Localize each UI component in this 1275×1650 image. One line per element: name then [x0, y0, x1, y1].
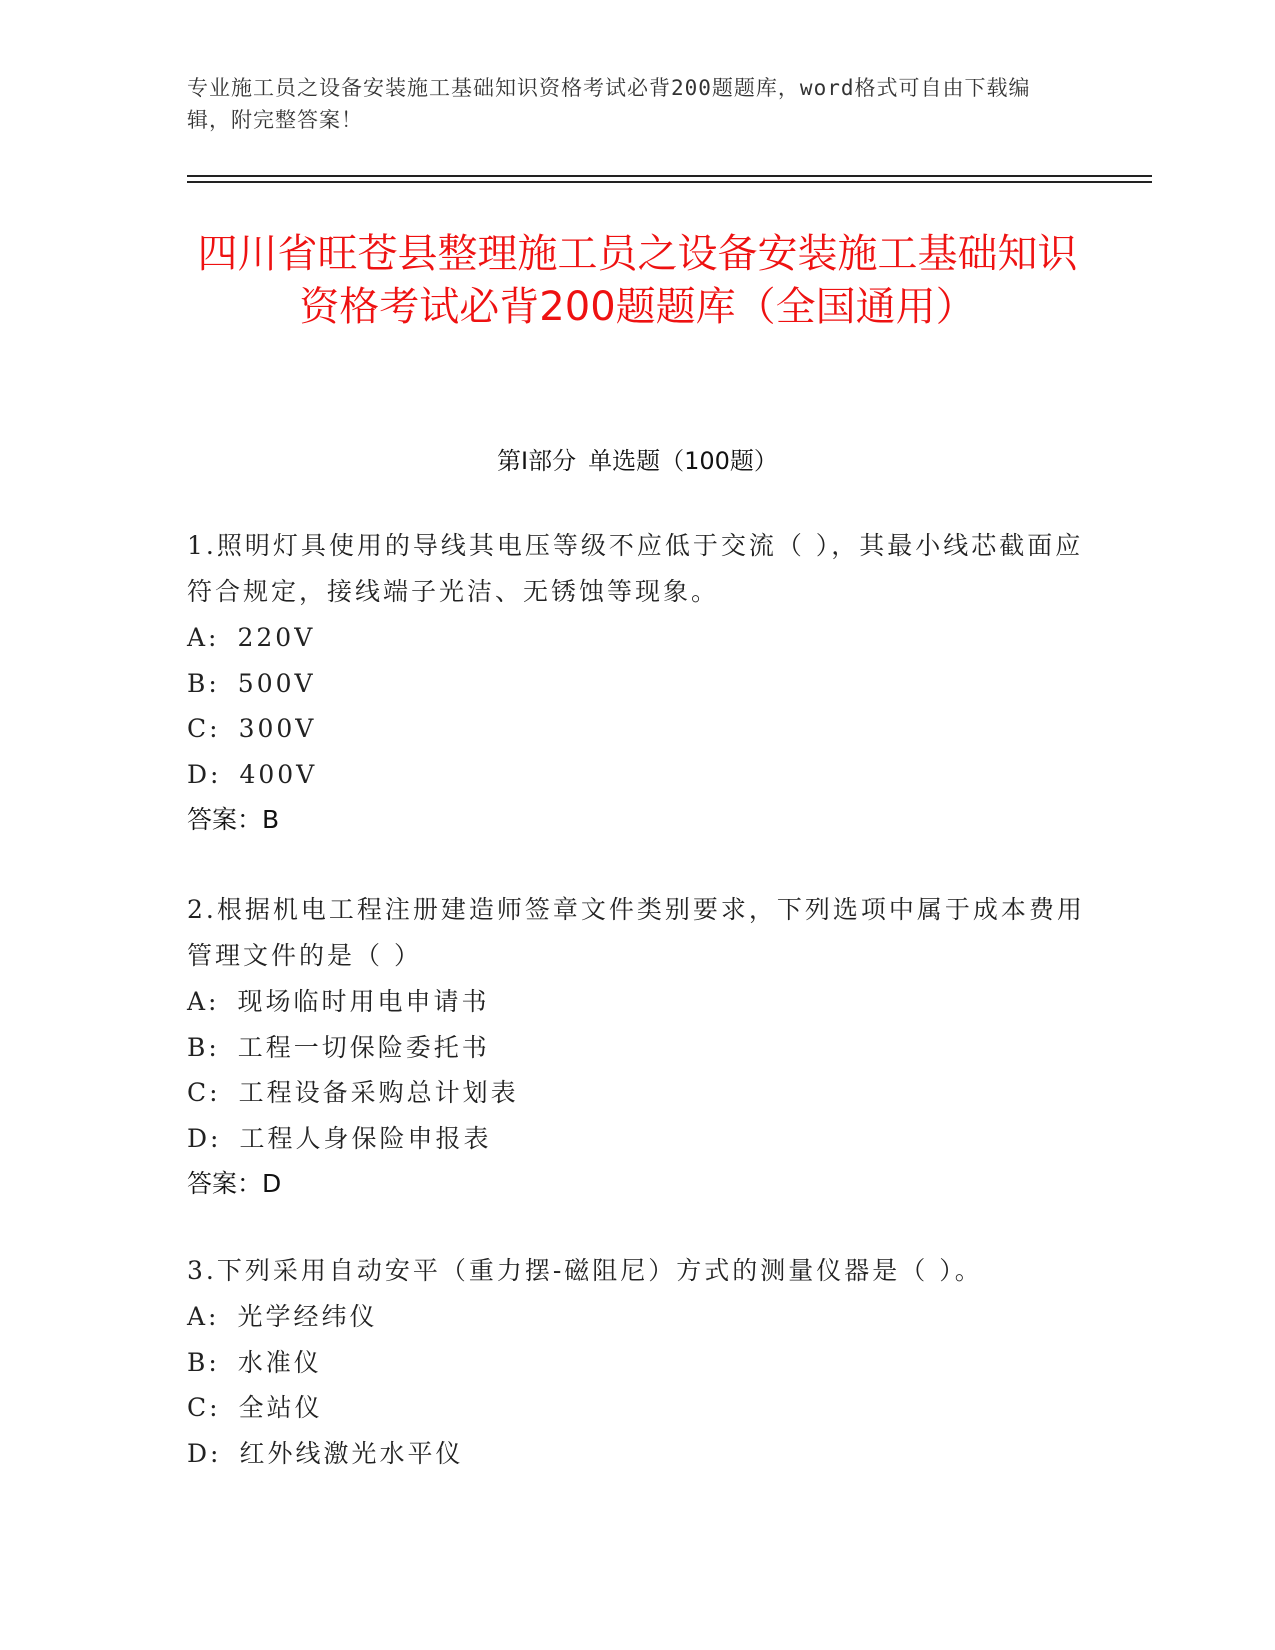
header-divider-top [187, 175, 1152, 177]
document-title: 四川省旺苍县整理施工员之设备安装施工基础知识资格考试必背200题题库（全国通用） [197, 231, 1078, 330]
option-text: 全站仪 [238, 1393, 323, 1422]
option-d [187, 1116, 1087, 1162]
section-part: 第Ⅰ部分 [497, 447, 577, 475]
question-2 [187, 887, 1087, 1207]
option-text: 工程设备采购总计划表 [238, 1078, 519, 1107]
option-b [187, 1340, 1087, 1386]
option-key: C: [187, 714, 221, 743]
option-text: 光学经纬仪 [237, 1302, 378, 1331]
option-key: C: [187, 1393, 221, 1422]
answer-line: 答案：D [187, 1169, 282, 1198]
option-text: 500V [237, 668, 316, 698]
question-3 [187, 1248, 1087, 1476]
option-a [187, 979, 1087, 1025]
option-text: 400V [239, 759, 318, 789]
option-c [187, 1070, 1087, 1116]
option-key: C: [187, 1078, 221, 1107]
option-b [187, 1025, 1087, 1071]
option-text: 水准仪 [237, 1347, 322, 1377]
option-text: 工程一切保险委托书 [237, 1032, 490, 1062]
option-text: 220V [237, 623, 316, 652]
question-text: 2.根据机电工程注册建造师签章文件类别要求，下列选项中属于成本费用管理文件的是（ ） [187, 895, 1085, 970]
question-text: 3.下列采用自动安平（重力摆-磁阻尼）方式的测量仪器是（ ）。 [187, 1256, 983, 1285]
header-divider-bottom [187, 181, 1152, 183]
option-d [187, 752, 1087, 798]
section-name: 单选题（100题） [588, 447, 778, 475]
option-c [187, 706, 1087, 752]
option-a [187, 615, 1087, 661]
option-key: A: [187, 623, 220, 652]
option-c [187, 1385, 1087, 1431]
option-text: 红外线激光水平仪 [239, 1438, 464, 1468]
option-text: 工程人身保险申报表 [239, 1123, 492, 1153]
section-heading [0, 441, 1275, 476]
option-key: A: [187, 1302, 220, 1331]
option-key: D: [187, 759, 222, 789]
option-text: 现场临时用电申请书 [237, 987, 490, 1016]
option-key: B: [187, 1032, 220, 1062]
option-key: D: [187, 1438, 222, 1468]
option-d [187, 1431, 1087, 1477]
option-b [187, 661, 1087, 707]
question-text: 1.照明灯具使用的导线其电压等级不应低于交流（ ），其最小线芯截面应符合规定，接线端子光洁、无锈蚀等现象。 [187, 531, 1084, 606]
answer-line: 答案：B [187, 805, 280, 834]
header-note: 专业施工员之设备安装施工基础知识资格考试必背200题题库，word格式可自由下载编辑，附完整答案！ [187, 76, 1031, 132]
option-key: B: [187, 1347, 220, 1377]
option-key: A: [187, 987, 220, 1016]
option-text: 300V [238, 714, 317, 743]
option-key: D: [187, 1123, 222, 1153]
option-a [187, 1294, 1087, 1340]
question-1 [187, 523, 1087, 843]
option-key: B: [187, 668, 220, 698]
